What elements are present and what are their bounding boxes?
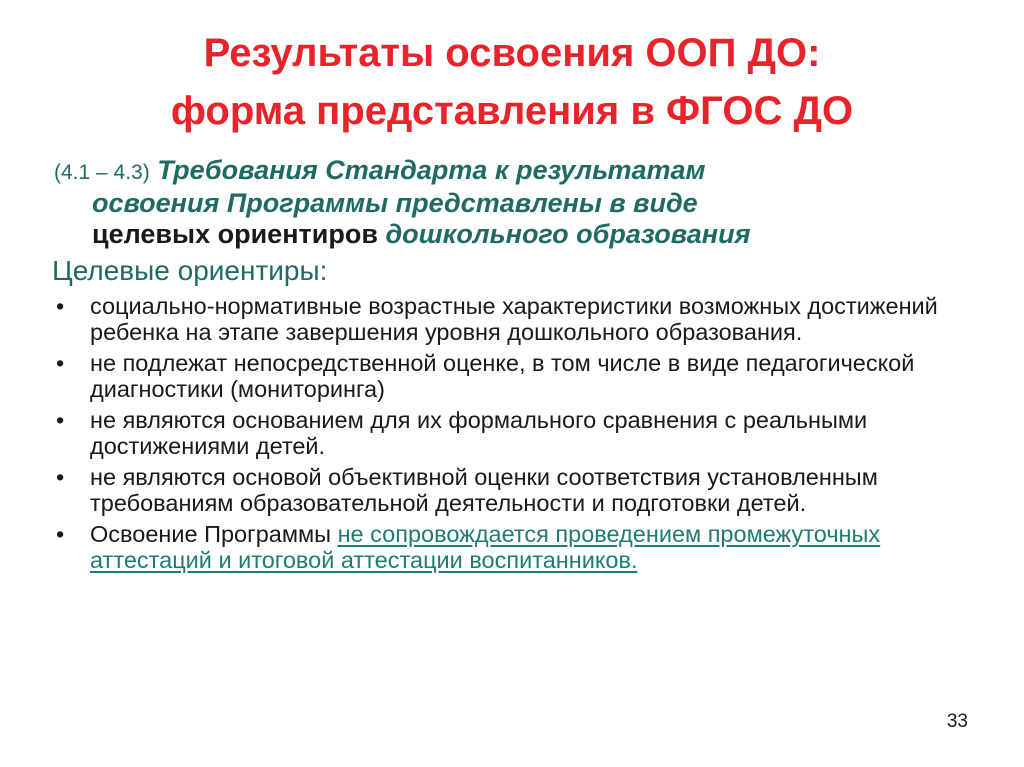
- list-item-text: социально-нормативные возрастные характеристики возможных достижений ребенка на этапе завершения уровня дошкольного образования.: [90, 293, 938, 345]
- list-item-text: не являются основой объективной оценки соответствия установленным требованиям образовательной деятельности и подготовки детей.: [90, 464, 878, 516]
- list-item: [52, 294, 982, 345]
- list-item: [52, 351, 982, 402]
- title-line-2: форма представления в ФГОС ДО: [170, 89, 854, 133]
- list-item: [52, 408, 982, 459]
- attestation-link[interactable]: не сопровождается проведением промежуточных аттестаций и итоговой аттестации воспитанников.: [90, 521, 881, 573]
- bullet-icon: •: [56, 293, 65, 319]
- requirement-text-3: целевых ориентиров: [92, 219, 378, 249]
- requirements-paragraph: [52, 155, 982, 250]
- title-line-1: Результаты освоения ООП ДО:: [203, 31, 821, 75]
- targets-list: [52, 294, 982, 573]
- list-item: [52, 522, 982, 573]
- page-number: 33: [946, 711, 968, 732]
- list-item-text: не подлежат непосредственной оценке, в том числе в виде педагогической диагностики (мониторинга): [90, 350, 915, 402]
- list-item: [52, 465, 982, 516]
- list-item-text: Освоение Программы: [90, 521, 332, 547]
- slide-title: [0, 24, 1024, 140]
- bullet-icon: •: [56, 521, 65, 547]
- requirement-text-1: Требования Стандарта к результатам: [157, 155, 706, 185]
- requirement-text-2: освоения Программы представлены в виде: [92, 188, 698, 218]
- bullet-icon: •: [56, 350, 65, 376]
- targets-heading: Целевые ориентиры:: [52, 255, 328, 286]
- bullet-icon: •: [56, 407, 65, 433]
- requirement-text-4: дошкольного образования: [385, 219, 751, 249]
- list-item-text: не являются основанием для их формального сравнения с реальными достижениями детей.: [90, 407, 868, 459]
- bullet-icon: •: [56, 464, 65, 490]
- requirement-line-3: [54, 219, 982, 250]
- section-reference: (4.1 – 4.3): [54, 161, 150, 184]
- slide-body: [52, 155, 982, 579]
